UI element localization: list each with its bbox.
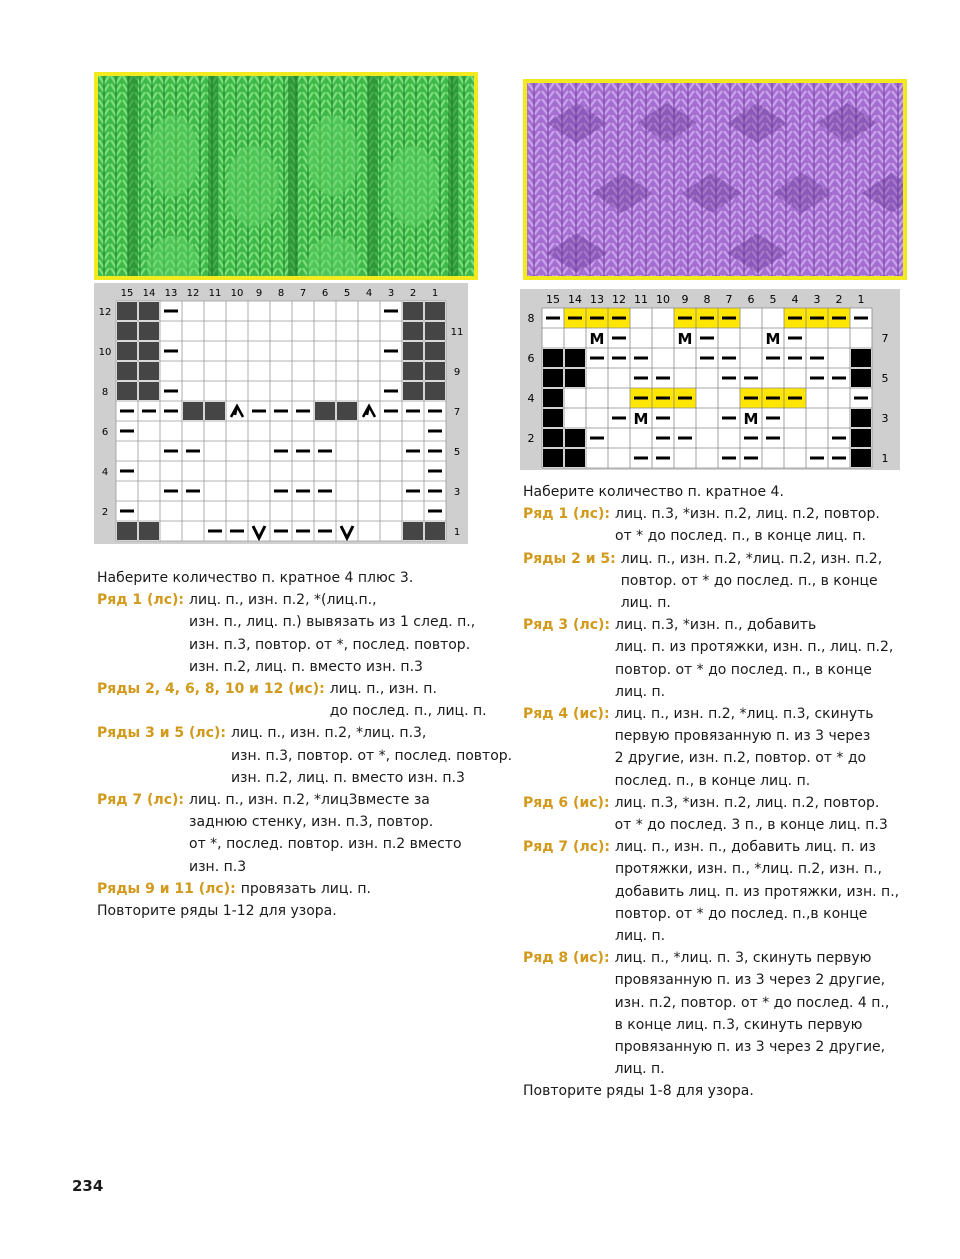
column-number: 4 [791, 293, 799, 306]
instruction-line: от *, послед. повтор. изн. п.2 вместо [189, 836, 462, 853]
row-number-right: 5 [453, 447, 461, 458]
row-label: Ряд 3 (лс): [523, 617, 610, 634]
dark-cell [139, 302, 159, 320]
instruction-line: лиц. п., *лиц. п. 3, скинуть первую [614, 950, 872, 967]
row-instructions [615, 503, 908, 547]
right-chart-grid [520, 289, 900, 469]
instruction-line: лиц. п. из протяжки, изн. п., лиц. п.2, [615, 639, 894, 656]
column-number: 10 [230, 288, 244, 299]
column-number: 10 [656, 293, 670, 306]
column-number: 7 [299, 288, 307, 299]
dark-cell [425, 382, 445, 400]
row-instructions [621, 548, 908, 615]
column-number: 8 [703, 293, 711, 306]
dark-cell [139, 322, 159, 340]
dark-cell [425, 362, 445, 380]
page-number: 234 [72, 1177, 104, 1195]
instruction-line: лиц. п.3, *изн. п.2, лиц. п.2, повтор. [614, 794, 880, 811]
row-instructions [615, 703, 908, 792]
row-number-right: 7 [453, 407, 461, 418]
row-instructions [241, 878, 477, 900]
row-label: Ряд 4 (ис): [523, 706, 610, 723]
dark-cell [425, 322, 445, 340]
instruction-entry [523, 836, 908, 947]
dark-cell [117, 522, 137, 540]
row-label: Ряд 6 (ис): [523, 794, 610, 811]
dark-cell [403, 322, 423, 340]
instruction-line: изн. п., лиц. п.) вывязать из 1 след. п., [189, 614, 476, 631]
row-number-right: 3 [881, 412, 889, 425]
black-cell [565, 429, 585, 447]
dark-cell [183, 402, 203, 420]
column-number: 1 [431, 288, 439, 299]
row-label: Ряд 7 (лс): [97, 792, 184, 809]
instruction-line: первую провязанную п. из 3 через [614, 728, 871, 745]
dark-cell [403, 522, 423, 540]
column-number: 15 [120, 288, 134, 299]
column-number: 13 [590, 293, 604, 306]
black-cell [543, 409, 563, 427]
left-knitting-chart [94, 283, 476, 544]
row-instructions [189, 589, 477, 678]
column-number: 9 [681, 293, 689, 306]
instruction-line: до послед. п., лиц. п. [329, 703, 487, 720]
column-number: 8 [277, 288, 285, 299]
black-cell [565, 369, 585, 387]
row-instructions [189, 789, 477, 878]
instruction-entry [97, 589, 477, 678]
instruction-line: 2 другие, изн. п.2, повтор. от * до [614, 750, 867, 767]
right-entries [523, 503, 908, 1080]
black-cell [543, 369, 563, 387]
black-cell [851, 369, 871, 387]
column-number: 2 [409, 288, 417, 299]
black-cell [851, 449, 871, 467]
green-cable-swatch-photo [94, 72, 478, 280]
left-outro: Повторите ряды 1-12 для узора. [97, 903, 337, 920]
instruction-line: провязать лиц. п. [240, 880, 371, 897]
dark-cell [117, 342, 137, 360]
dark-cell [139, 522, 159, 540]
column-number: 5 [769, 293, 777, 306]
dark-cell [403, 362, 423, 380]
right-intro: Наберите количество п. кратное 4. [523, 484, 784, 500]
dark-cell [205, 402, 225, 420]
instruction-line: протяжки, изн. п., *лиц. п.2, изн. п., [615, 861, 882, 878]
instruction-line: лиц. п., изн. п.2, *лиц. п.2, изн. п.2, [620, 550, 883, 567]
row-label: Ряды 3 и 5 (лс): [97, 725, 226, 742]
row-number-left: 4 [101, 467, 109, 478]
column-number: 11 [634, 293, 648, 306]
row-number-right: 1 [453, 527, 461, 538]
instruction-entry [523, 614, 908, 703]
row-number-right: 9 [453, 367, 461, 378]
instruction-line: добавить лиц. п. из протяжки, изн. п., [615, 883, 900, 900]
row-number-left: 4 [527, 392, 535, 405]
row-instructions [615, 947, 908, 1080]
row-label: Ряды 2, 4, 6, 8, 10 и 12 (ис): [97, 681, 325, 698]
column-number: 3 [813, 293, 821, 306]
column-number: 14 [142, 288, 156, 299]
dark-cell [117, 322, 137, 340]
left-entries [97, 589, 513, 900]
left-instructions [97, 567, 513, 922]
dark-cell [425, 302, 445, 320]
black-cell [543, 449, 563, 467]
dark-cell [139, 382, 159, 400]
row-instructions [231, 722, 512, 789]
instruction-line: послед. п., в конце лиц. п. [614, 772, 811, 789]
black-cell [851, 349, 871, 367]
row-number-left: 2 [101, 507, 109, 518]
instruction-line: лиц. п. [615, 683, 666, 700]
dark-cell [337, 402, 357, 420]
purple-slip-stitch-swatch-photo [523, 79, 907, 280]
instruction-line: лиц. п., изн. п.2, *лиц. п.3, [230, 725, 427, 742]
column-number: 13 [164, 288, 178, 299]
left-intro: Наберите количество п. кратное 4 плюс 3. [97, 570, 414, 586]
row-label: Ряды 2 и 5: [523, 550, 616, 567]
column-number: 6 [747, 293, 755, 306]
instruction-line: лиц. п. [614, 1061, 665, 1078]
instruction-line: провязанную п. из 3 через 2 другие, [614, 972, 886, 989]
instruction-entry [97, 878, 477, 900]
column-number: 1 [857, 293, 865, 306]
row-number-right: 1 [881, 452, 889, 465]
purple-swatch-texture [527, 83, 903, 276]
black-cell [543, 349, 563, 367]
instruction-entry [97, 678, 487, 722]
black-cell [851, 429, 871, 447]
row-instructions [615, 792, 908, 836]
row-instructions [615, 614, 908, 703]
instruction-line: лиц. п.3, *изн. п.2, лиц. п.2, повтор. [615, 506, 880, 523]
instruction-line: изн. п.2, лиц. п. вместо изн. п.3 [189, 658, 423, 675]
instruction-line: провязанную п. из 3 через 2 другие, [614, 1039, 886, 1056]
instruction-line: изн. п.3 [189, 858, 247, 875]
instruction-entry [97, 789, 477, 878]
instruction-entry [523, 792, 908, 836]
instruction-line: лиц. п., изн. п., добавить лиц. п. из [615, 839, 876, 856]
instruction-line: лиц. п.3, *изн. п., добавить [615, 617, 817, 634]
column-number: 7 [725, 293, 733, 306]
row-number-right: 7 [881, 332, 889, 345]
instruction-line: изн. п.2, лиц. п. вместо изн. п.3 [230, 769, 465, 786]
make-stitch-symbol: M [677, 330, 693, 348]
dark-cell [315, 402, 335, 420]
instruction-line: лиц. п. [615, 928, 666, 945]
instruction-line: лиц. п., изн. п. [329, 681, 437, 698]
instruction-entry [523, 548, 908, 615]
instruction-line: изн. п.2, повтор. от * до послед. 4 п., [614, 994, 890, 1011]
column-number: 6 [321, 288, 329, 299]
column-number: 2 [835, 293, 843, 306]
instruction-entry [523, 503, 908, 547]
column-number: 5 [343, 288, 351, 299]
instruction-line: лиц. п., изн. п.2, *(лиц.п., [189, 592, 377, 609]
dark-cell [403, 342, 423, 360]
column-number: 4 [365, 288, 373, 299]
make-stitch-symbol: M [743, 410, 759, 428]
dark-cell [403, 302, 423, 320]
instruction-entry [523, 703, 908, 792]
black-cell [565, 349, 585, 367]
instruction-line: изн. п.3, повтор. от *, послед. повтор. [189, 636, 471, 653]
column-number: 15 [546, 293, 560, 306]
make-stitch-symbol: M [633, 410, 649, 428]
column-number: 12 [186, 288, 200, 299]
instruction-line: повтор. от * до послед. п., в конце [620, 572, 878, 589]
dark-cell [425, 342, 445, 360]
row-number-right: 5 [881, 372, 889, 385]
row-number-left: 2 [527, 432, 535, 445]
right-instructions [523, 481, 908, 1103]
row-number-left: 6 [101, 427, 109, 438]
instruction-line: лиц. п., изн. п.2, *лиц3вместе за [189, 792, 430, 809]
column-number: 11 [208, 288, 222, 299]
row-number-right: 3 [453, 487, 461, 498]
row-label: Ряд 1 (лс): [523, 506, 610, 523]
instruction-line: от * до послед. п., в конце лиц. п. [615, 528, 866, 545]
row-label: Ряд 1 (лс): [97, 592, 184, 609]
row-instructions [615, 836, 908, 947]
dark-cell [403, 382, 423, 400]
row-label: Ряд 7 (лс): [523, 839, 610, 856]
instruction-line: изн. п.3, повтор. от *, послед. повтор. [230, 747, 513, 764]
left-chart-grid [94, 283, 476, 544]
row-number-left: 6 [527, 352, 535, 365]
instruction-line: лиц. п., изн. п.2, *лиц. п.3, скинуть [614, 706, 874, 723]
make-stitch-symbol: M [589, 330, 605, 348]
row-number-right: 11 [450, 327, 464, 338]
dark-cell [139, 342, 159, 360]
instruction-line: повтор. от * до послед. п., в конце [615, 661, 872, 678]
dark-cell [117, 382, 137, 400]
dark-cell [139, 362, 159, 380]
instruction-line: повтор. от * до послед. п.,в конце [615, 905, 868, 922]
column-number: 12 [612, 293, 626, 306]
row-number-left: 8 [101, 387, 109, 398]
instruction-line: от * до послед. 3 п., в конце лиц. п.3 [614, 817, 888, 834]
right-outro: Повторите ряды 1-8 для узора. [523, 1083, 754, 1100]
instruction-line: лиц. п. [620, 595, 671, 612]
row-number-left: 10 [98, 347, 112, 358]
instruction-entry [97, 722, 513, 789]
instruction-line: заднюю стенку, изн. п.3, повтор. [189, 814, 434, 831]
column-number: 9 [255, 288, 263, 299]
row-label: Ряд 8 (ис): [523, 950, 610, 967]
dark-cell [117, 362, 137, 380]
dark-cell [117, 302, 137, 320]
black-cell [851, 409, 871, 427]
make-stitch-symbol: M [765, 330, 781, 348]
black-cell [543, 429, 563, 447]
row-number-left: 8 [527, 312, 535, 325]
row-label: Ряды 9 и 11 (лс): [97, 880, 236, 897]
green-swatch-texture [98, 76, 474, 276]
row-instructions [330, 678, 487, 722]
instruction-line: в конце лиц. п.3, скинуть первую [614, 1016, 863, 1033]
right-knitting-chart [520, 289, 900, 469]
instruction-entry [523, 947, 908, 1080]
black-cell [543, 389, 563, 407]
column-number: 3 [387, 288, 395, 299]
black-cell [565, 449, 585, 467]
column-number: 14 [568, 293, 582, 306]
row-number-left: 12 [98, 307, 112, 318]
dark-cell [425, 522, 445, 540]
